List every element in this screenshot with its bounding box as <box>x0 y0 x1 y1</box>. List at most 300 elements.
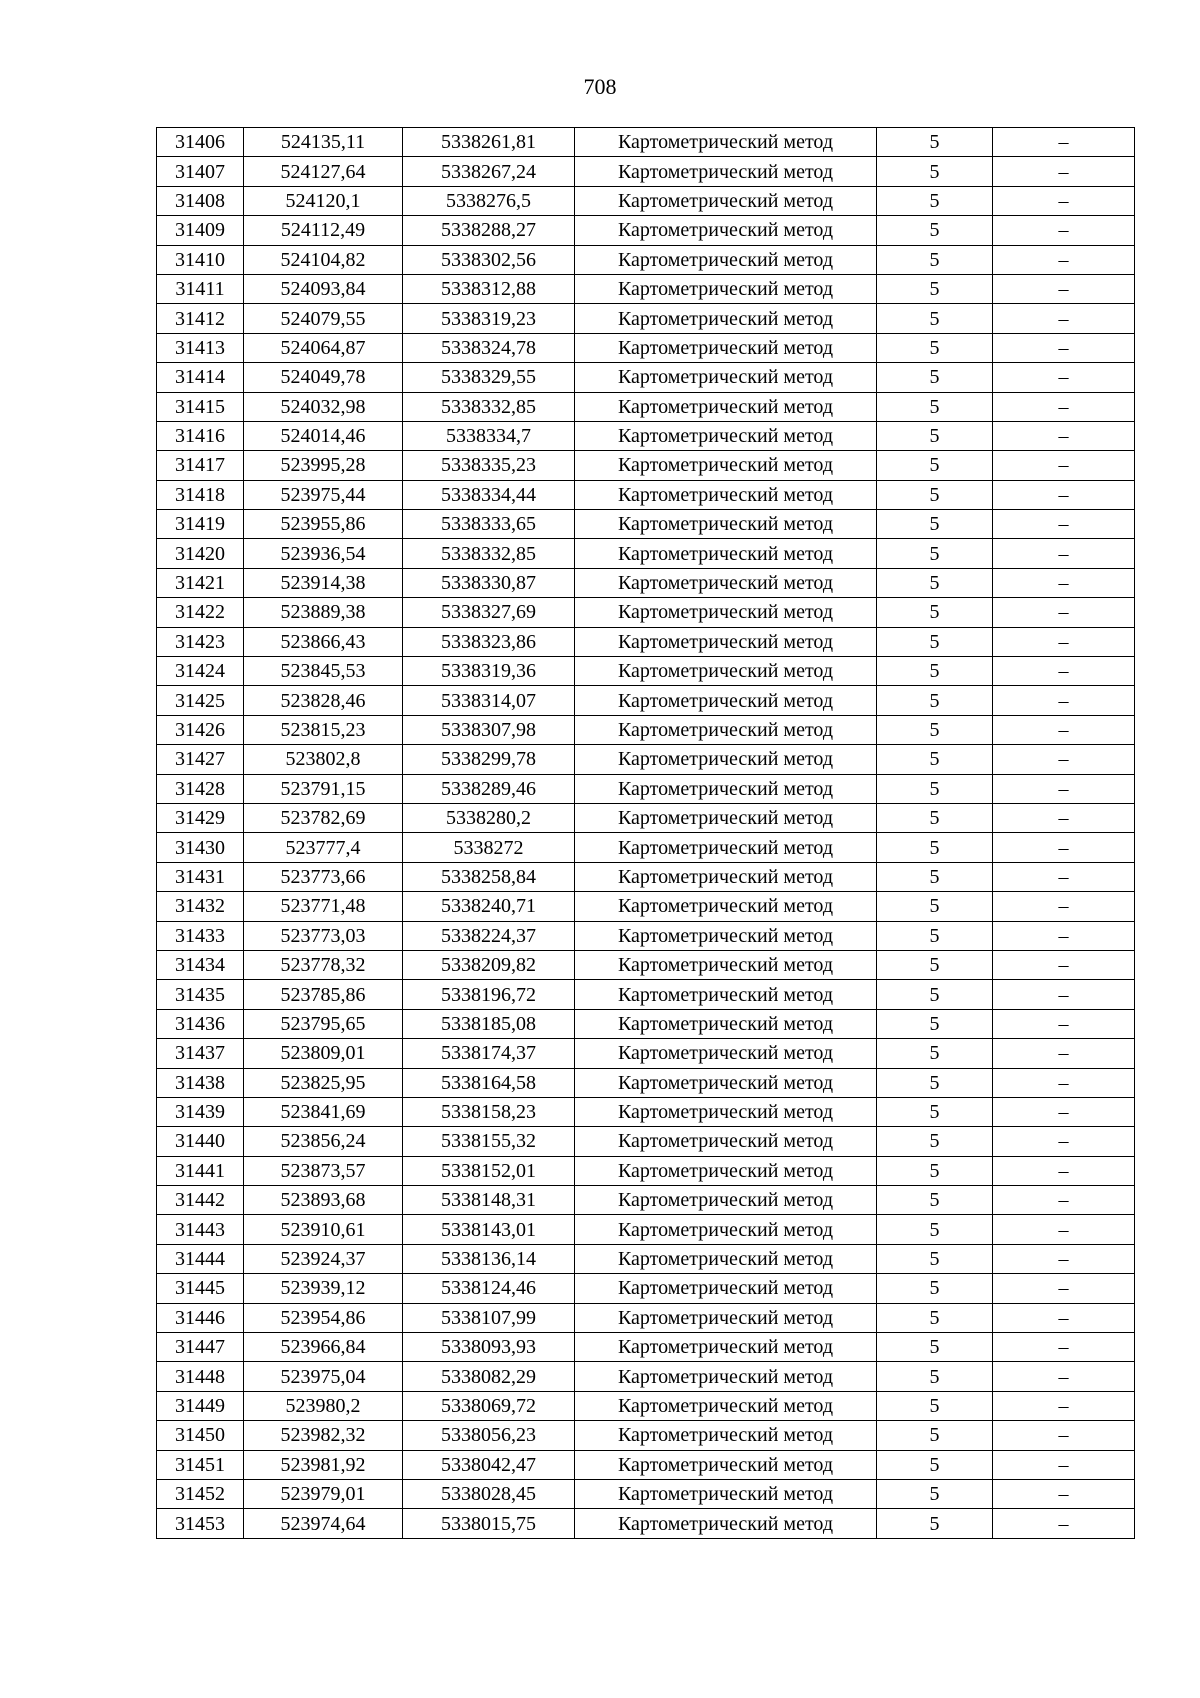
table-row <box>157 128 1135 157</box>
method-cell: Картометрический метод <box>575 1097 877 1126</box>
accuracy-cell: 5 <box>877 950 993 979</box>
table-row <box>157 392 1135 421</box>
y-coordinate-cell: 5338152,01 <box>403 1156 575 1185</box>
table-row <box>157 745 1135 774</box>
point-number-cell: 31425 <box>157 686 244 715</box>
x-coordinate-cell: 523982,32 <box>244 1421 403 1450</box>
y-coordinate-cell: 5338299,78 <box>403 745 575 774</box>
point-number-cell: 31452 <box>157 1479 244 1508</box>
table-row <box>157 657 1135 686</box>
y-coordinate-cell: 5338155,32 <box>403 1127 575 1156</box>
table-row <box>157 1362 1135 1391</box>
dash-cell: – <box>993 392 1135 421</box>
accuracy-cell: 5 <box>877 451 993 480</box>
method-cell: Картометрический метод <box>575 216 877 245</box>
x-coordinate-cell: 523782,69 <box>244 803 403 832</box>
point-number-cell: 31449 <box>157 1391 244 1420</box>
method-cell: Картометрический метод <box>575 598 877 627</box>
x-coordinate-cell: 524093,84 <box>244 274 403 303</box>
y-coordinate-cell: 5338196,72 <box>403 980 575 1009</box>
method-cell: Картометрический метод <box>575 1421 877 1450</box>
method-cell: Картометрический метод <box>575 157 877 186</box>
dash-cell: – <box>993 245 1135 274</box>
table-row <box>157 950 1135 979</box>
accuracy-cell: 5 <box>877 539 993 568</box>
point-number-cell: 31438 <box>157 1068 244 1097</box>
accuracy-cell: 5 <box>877 128 993 157</box>
method-cell: Картометрический метод <box>575 1186 877 1215</box>
table-row <box>157 1127 1135 1156</box>
y-coordinate-cell: 5338319,36 <box>403 657 575 686</box>
x-coordinate-cell: 524064,87 <box>244 333 403 362</box>
y-coordinate-cell: 5338280,2 <box>403 803 575 832</box>
table-row <box>157 1450 1135 1479</box>
method-cell: Картометрический метод <box>575 1274 877 1303</box>
method-cell: Картометрический метод <box>575 568 877 597</box>
dash-cell: – <box>993 921 1135 950</box>
dash-cell: – <box>993 1127 1135 1156</box>
dash-cell: – <box>993 745 1135 774</box>
accuracy-cell: 5 <box>877 1362 993 1391</box>
table-row <box>157 686 1135 715</box>
method-cell: Картометрический метод <box>575 1068 877 1097</box>
accuracy-cell: 5 <box>877 510 993 539</box>
y-coordinate-cell: 5338107,99 <box>403 1303 575 1332</box>
table-row <box>157 216 1135 245</box>
dash-cell: – <box>993 1391 1135 1420</box>
table-row <box>157 1097 1135 1126</box>
method-cell: Картометрический метод <box>575 950 877 979</box>
accuracy-cell: 5 <box>877 480 993 509</box>
y-coordinate-cell: 5338158,23 <box>403 1097 575 1126</box>
accuracy-cell: 5 <box>877 803 993 832</box>
point-number-cell: 31451 <box>157 1450 244 1479</box>
x-coordinate-cell: 523981,92 <box>244 1450 403 1479</box>
method-cell: Картометрический метод <box>575 510 877 539</box>
accuracy-cell: 5 <box>877 186 993 215</box>
x-coordinate-cell: 523802,8 <box>244 745 403 774</box>
accuracy-cell: 5 <box>877 627 993 656</box>
y-coordinate-cell: 5338330,87 <box>403 568 575 597</box>
table-row <box>157 862 1135 891</box>
method-cell: Картометрический метод <box>575 363 877 392</box>
accuracy-cell: 5 <box>877 304 993 333</box>
point-number-cell: 31424 <box>157 657 244 686</box>
point-number-cell: 31418 <box>157 480 244 509</box>
x-coordinate-cell: 523785,86 <box>244 980 403 1009</box>
method-cell: Картометрический метод <box>575 715 877 744</box>
method-cell: Картометрический метод <box>575 686 877 715</box>
x-coordinate-cell: 523795,65 <box>244 1009 403 1038</box>
dash-cell: – <box>993 833 1135 862</box>
y-coordinate-cell: 5338267,24 <box>403 157 575 186</box>
x-coordinate-cell: 523825,95 <box>244 1068 403 1097</box>
x-coordinate-cell: 523975,04 <box>244 1362 403 1391</box>
method-cell: Картометрический метод <box>575 421 877 450</box>
method-cell: Картометрический метод <box>575 921 877 950</box>
y-coordinate-cell: 5338124,46 <box>403 1274 575 1303</box>
table-row <box>157 510 1135 539</box>
y-coordinate-cell: 5338148,31 <box>403 1186 575 1215</box>
x-coordinate-cell: 523809,01 <box>244 1039 403 1068</box>
point-number-cell: 31416 <box>157 421 244 450</box>
dash-cell: – <box>993 186 1135 215</box>
x-coordinate-cell: 523815,23 <box>244 715 403 744</box>
y-coordinate-cell: 5338332,85 <box>403 539 575 568</box>
table-row <box>157 1333 1135 1362</box>
point-number-cell: 31436 <box>157 1009 244 1038</box>
y-coordinate-cell: 5338329,55 <box>403 363 575 392</box>
table-row <box>157 333 1135 362</box>
x-coordinate-cell: 523974,64 <box>244 1509 403 1538</box>
y-coordinate-cell: 5338164,58 <box>403 1068 575 1097</box>
point-number-cell: 31408 <box>157 186 244 215</box>
table-row <box>157 1303 1135 1332</box>
x-coordinate-cell: 523924,37 <box>244 1244 403 1273</box>
y-coordinate-cell: 5338334,7 <box>403 421 575 450</box>
point-number-cell: 31448 <box>157 1362 244 1391</box>
accuracy-cell: 5 <box>877 1303 993 1332</box>
accuracy-cell: 5 <box>877 892 993 921</box>
point-number-cell: 31414 <box>157 363 244 392</box>
point-number-cell: 31437 <box>157 1039 244 1068</box>
method-cell: Картометрический метод <box>575 745 877 774</box>
point-number-cell: 31442 <box>157 1186 244 1215</box>
x-coordinate-cell: 523791,15 <box>244 774 403 803</box>
table-row <box>157 1186 1135 1215</box>
method-cell: Картометрический метод <box>575 1303 877 1332</box>
table-row <box>157 1215 1135 1244</box>
point-number-cell: 31446 <box>157 1303 244 1332</box>
y-coordinate-cell: 5338314,07 <box>403 686 575 715</box>
y-coordinate-cell: 5338272 <box>403 833 575 862</box>
accuracy-cell: 5 <box>877 568 993 597</box>
y-coordinate-cell: 5338143,01 <box>403 1215 575 1244</box>
y-coordinate-cell: 5338069,72 <box>403 1391 575 1420</box>
dash-cell: – <box>993 1156 1135 1185</box>
y-coordinate-cell: 5338302,56 <box>403 245 575 274</box>
accuracy-cell: 5 <box>877 1186 993 1215</box>
table-row <box>157 833 1135 862</box>
accuracy-cell: 5 <box>877 392 993 421</box>
table-row <box>157 451 1135 480</box>
method-cell: Картометрический метод <box>575 128 877 157</box>
table-row <box>157 980 1135 1009</box>
table-row <box>157 1509 1135 1538</box>
accuracy-cell: 5 <box>877 774 993 803</box>
x-coordinate-cell: 523939,12 <box>244 1274 403 1303</box>
x-coordinate-cell: 523856,24 <box>244 1127 403 1156</box>
dash-cell: – <box>993 627 1135 656</box>
accuracy-cell: 5 <box>877 921 993 950</box>
point-number-cell: 31450 <box>157 1421 244 1450</box>
x-coordinate-cell: 523889,38 <box>244 598 403 627</box>
method-cell: Картометрический метод <box>575 1156 877 1185</box>
method-cell: Картометрический метод <box>575 304 877 333</box>
table-row <box>157 480 1135 509</box>
dash-cell: – <box>993 480 1135 509</box>
accuracy-cell: 5 <box>877 598 993 627</box>
accuracy-cell: 5 <box>877 1421 993 1450</box>
dash-cell: – <box>993 803 1135 832</box>
dash-cell: – <box>993 1333 1135 1362</box>
x-coordinate-cell: 523866,43 <box>244 627 403 656</box>
table-row <box>157 598 1135 627</box>
accuracy-cell: 5 <box>877 1274 993 1303</box>
y-coordinate-cell: 5338332,85 <box>403 392 575 421</box>
dash-cell: – <box>993 892 1135 921</box>
point-number-cell: 31409 <box>157 216 244 245</box>
table-row <box>157 921 1135 950</box>
dash-cell: – <box>993 421 1135 450</box>
dash-cell: – <box>993 1215 1135 1244</box>
method-cell: Картометрический метод <box>575 862 877 891</box>
point-number-cell: 31432 <box>157 892 244 921</box>
y-coordinate-cell: 5338334,44 <box>403 480 575 509</box>
point-number-cell: 31453 <box>157 1509 244 1538</box>
table-row <box>157 1391 1135 1420</box>
dash-cell: – <box>993 862 1135 891</box>
point-number-cell: 31415 <box>157 392 244 421</box>
table-row <box>157 568 1135 597</box>
accuracy-cell: 5 <box>877 1244 993 1273</box>
table-row <box>157 157 1135 186</box>
method-cell: Картометрический метод <box>575 1509 877 1538</box>
accuracy-cell: 5 <box>877 657 993 686</box>
dash-cell: – <box>993 715 1135 744</box>
x-coordinate-cell: 523966,84 <box>244 1333 403 1362</box>
dash-cell: – <box>993 774 1135 803</box>
x-coordinate-cell: 524112,49 <box>244 216 403 245</box>
table-row <box>157 363 1135 392</box>
accuracy-cell: 5 <box>877 1097 993 1126</box>
coordinates-table <box>156 127 1135 1539</box>
dash-cell: – <box>993 657 1135 686</box>
y-coordinate-cell: 5338028,45 <box>403 1479 575 1508</box>
point-number-cell: 31427 <box>157 745 244 774</box>
dash-cell: – <box>993 539 1135 568</box>
point-number-cell: 31420 <box>157 539 244 568</box>
method-cell: Картометрический метод <box>575 627 877 656</box>
x-coordinate-cell: 524079,55 <box>244 304 403 333</box>
x-coordinate-cell: 523773,66 <box>244 862 403 891</box>
y-coordinate-cell: 5338093,93 <box>403 1333 575 1362</box>
accuracy-cell: 5 <box>877 1509 993 1538</box>
y-coordinate-cell: 5338136,14 <box>403 1244 575 1273</box>
x-coordinate-cell: 523777,4 <box>244 833 403 862</box>
x-coordinate-cell: 523773,03 <box>244 921 403 950</box>
accuracy-cell: 5 <box>877 862 993 891</box>
dash-cell: – <box>993 950 1135 979</box>
point-number-cell: 31439 <box>157 1097 244 1126</box>
table-row <box>157 539 1135 568</box>
x-coordinate-cell: 523771,48 <box>244 892 403 921</box>
method-cell: Картометрический метод <box>575 451 877 480</box>
point-number-cell: 31441 <box>157 1156 244 1185</box>
y-coordinate-cell: 5338042,47 <box>403 1450 575 1479</box>
method-cell: Картометрический метод <box>575 1127 877 1156</box>
y-coordinate-cell: 5338174,37 <box>403 1039 575 1068</box>
point-number-cell: 31444 <box>157 1244 244 1273</box>
x-coordinate-cell: 523845,53 <box>244 657 403 686</box>
point-number-cell: 31428 <box>157 774 244 803</box>
method-cell: Картометрический метод <box>575 186 877 215</box>
table-row <box>157 274 1135 303</box>
accuracy-cell: 5 <box>877 333 993 362</box>
table-row <box>157 421 1135 450</box>
point-number-cell: 31440 <box>157 1127 244 1156</box>
point-number-cell: 31433 <box>157 921 244 950</box>
dash-cell: – <box>993 568 1135 597</box>
accuracy-cell: 5 <box>877 1009 993 1038</box>
accuracy-cell: 5 <box>877 1127 993 1156</box>
point-number-cell: 31443 <box>157 1215 244 1244</box>
accuracy-cell: 5 <box>877 1450 993 1479</box>
method-cell: Картометрический метод <box>575 833 877 862</box>
method-cell: Картометрический метод <box>575 1215 877 1244</box>
table-row <box>157 1156 1135 1185</box>
dash-cell: – <box>993 1186 1135 1215</box>
dash-cell: – <box>993 1509 1135 1538</box>
table-row <box>157 715 1135 744</box>
method-cell: Картометрический метод <box>575 1244 877 1273</box>
y-coordinate-cell: 5338312,88 <box>403 274 575 303</box>
y-coordinate-cell: 5338224,37 <box>403 921 575 950</box>
point-number-cell: 31422 <box>157 598 244 627</box>
method-cell: Картометрический метод <box>575 980 877 1009</box>
x-coordinate-cell: 523914,38 <box>244 568 403 597</box>
table-row <box>157 627 1135 656</box>
dash-cell: – <box>993 1450 1135 1479</box>
dash-cell: – <box>993 1244 1135 1273</box>
y-coordinate-cell: 5338056,23 <box>403 1421 575 1450</box>
y-coordinate-cell: 5338324,78 <box>403 333 575 362</box>
x-coordinate-cell: 524104,82 <box>244 245 403 274</box>
y-coordinate-cell: 5338261,81 <box>403 128 575 157</box>
y-coordinate-cell: 5338288,27 <box>403 216 575 245</box>
y-coordinate-cell: 5338015,75 <box>403 1509 575 1538</box>
method-cell: Картометрический метод <box>575 1362 877 1391</box>
table-row <box>157 1479 1135 1508</box>
table-row <box>157 1068 1135 1097</box>
table-row <box>157 1244 1135 1273</box>
method-cell: Картометрический метод <box>575 657 877 686</box>
y-coordinate-cell: 5338240,71 <box>403 892 575 921</box>
accuracy-cell: 5 <box>877 421 993 450</box>
accuracy-cell: 5 <box>877 157 993 186</box>
accuracy-cell: 5 <box>877 1479 993 1508</box>
accuracy-cell: 5 <box>877 363 993 392</box>
dash-cell: – <box>993 1303 1135 1332</box>
method-cell: Картометрический метод <box>575 274 877 303</box>
accuracy-cell: 5 <box>877 686 993 715</box>
y-coordinate-cell: 5338185,08 <box>403 1009 575 1038</box>
dash-cell: – <box>993 1362 1135 1391</box>
accuracy-cell: 5 <box>877 1215 993 1244</box>
dash-cell: – <box>993 1097 1135 1126</box>
dash-cell: – <box>993 363 1135 392</box>
point-number-cell: 31413 <box>157 333 244 362</box>
x-coordinate-cell: 523980,2 <box>244 1391 403 1420</box>
accuracy-cell: 5 <box>877 216 993 245</box>
method-cell: Картометрический метод <box>575 774 877 803</box>
y-coordinate-cell: 5338276,5 <box>403 186 575 215</box>
x-coordinate-cell: 523778,32 <box>244 950 403 979</box>
point-number-cell: 31421 <box>157 568 244 597</box>
point-number-cell: 31410 <box>157 245 244 274</box>
point-number-cell: 31430 <box>157 833 244 862</box>
dash-cell: – <box>993 274 1135 303</box>
point-number-cell: 31412 <box>157 304 244 333</box>
dash-cell: – <box>993 1421 1135 1450</box>
y-coordinate-cell: 5338209,82 <box>403 950 575 979</box>
table-row <box>157 1421 1135 1450</box>
method-cell: Картометрический метод <box>575 892 877 921</box>
accuracy-cell: 5 <box>877 1068 993 1097</box>
x-coordinate-cell: 523828,46 <box>244 686 403 715</box>
dash-cell: – <box>993 1009 1135 1038</box>
accuracy-cell: 5 <box>877 1391 993 1420</box>
x-coordinate-cell: 524032,98 <box>244 392 403 421</box>
dash-cell: – <box>993 157 1135 186</box>
table-row <box>157 1274 1135 1303</box>
accuracy-cell: 5 <box>877 245 993 274</box>
table-row <box>157 186 1135 215</box>
y-coordinate-cell: 5338258,84 <box>403 862 575 891</box>
x-coordinate-cell: 524014,46 <box>244 421 403 450</box>
y-coordinate-cell: 5338333,65 <box>403 510 575 539</box>
accuracy-cell: 5 <box>877 715 993 744</box>
method-cell: Картометрический метод <box>575 1333 877 1362</box>
dash-cell: – <box>993 1039 1135 1068</box>
x-coordinate-cell: 523873,57 <box>244 1156 403 1185</box>
dash-cell: – <box>993 451 1135 480</box>
point-number-cell: 31417 <box>157 451 244 480</box>
x-coordinate-cell: 523995,28 <box>244 451 403 480</box>
method-cell: Картометрический метод <box>575 803 877 832</box>
dash-cell: – <box>993 686 1135 715</box>
dash-cell: – <box>993 1068 1135 1097</box>
dash-cell: – <box>993 304 1135 333</box>
accuracy-cell: 5 <box>877 980 993 1009</box>
table-row <box>157 774 1135 803</box>
dash-cell: – <box>993 1274 1135 1303</box>
table-row <box>157 1039 1135 1068</box>
y-coordinate-cell: 5338082,29 <box>403 1362 575 1391</box>
method-cell: Картометрический метод <box>575 1009 877 1038</box>
method-cell: Картометрический метод <box>575 392 877 421</box>
method-cell: Картометрический метод <box>575 1039 877 1068</box>
dash-cell: – <box>993 980 1135 1009</box>
point-number-cell: 31411 <box>157 274 244 303</box>
dash-cell: – <box>993 510 1135 539</box>
dash-cell: – <box>993 128 1135 157</box>
coordinates-table-body <box>157 128 1135 1539</box>
y-coordinate-cell: 5338335,23 <box>403 451 575 480</box>
y-coordinate-cell: 5338289,46 <box>403 774 575 803</box>
x-coordinate-cell: 523936,54 <box>244 539 403 568</box>
accuracy-cell: 5 <box>877 833 993 862</box>
dash-cell: – <box>993 1479 1135 1508</box>
point-number-cell: 31429 <box>157 803 244 832</box>
y-coordinate-cell: 5338319,23 <box>403 304 575 333</box>
x-coordinate-cell: 523975,44 <box>244 480 403 509</box>
y-coordinate-cell: 5338307,98 <box>403 715 575 744</box>
dash-cell: – <box>993 598 1135 627</box>
point-number-cell: 31447 <box>157 1333 244 1362</box>
dash-cell: – <box>993 333 1135 362</box>
method-cell: Картометрический метод <box>575 1479 877 1508</box>
